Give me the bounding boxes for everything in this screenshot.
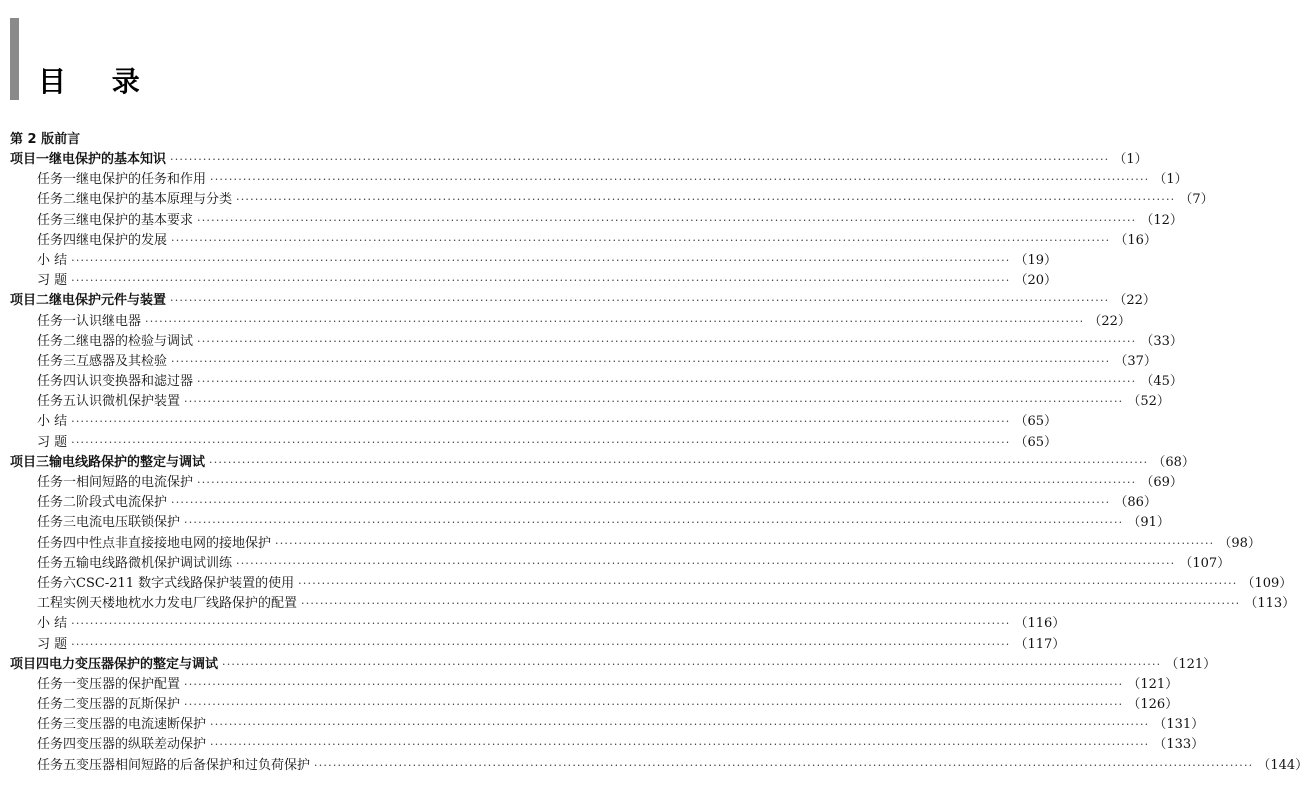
toc-page-number: （91）: [1127, 515, 1170, 531]
toc-page-number: （1）: [1113, 152, 1148, 167]
toc-task-row[interactable]: [10, 312, 1131, 332]
toc-entry-number: 任务三: [37, 353, 77, 369]
toc-entry-title: 互感器及其检验: [76, 353, 168, 369]
toc-page-number: （113）: [1244, 596, 1296, 612]
toc-entry-title: 变压器的保护配置: [76, 676, 181, 692]
toc-entry-number: 项目二: [10, 293, 50, 309]
toc-task-row[interactable]: [10, 715, 1205, 735]
toc-page-number: （116）: [1014, 616, 1066, 632]
toc-leader-dots: ········································································································································································································: [210, 173, 1150, 187]
toc-page-number: （1）: [1153, 172, 1188, 188]
toc-entry-title: 中性点非直接接地电网的接地保护: [76, 535, 272, 551]
toc-task-row[interactable]: [10, 473, 1183, 493]
toc-task-row[interactable]: [10, 554, 1231, 574]
toc-task-row[interactable]: [10, 614, 1066, 634]
toc-task-row[interactable]: [10, 231, 1157, 251]
toc-entry-title: 认识微机保护装置: [76, 394, 181, 410]
toc-task-row[interactable]: [10, 534, 1261, 554]
toc-task-row[interactable]: [10, 412, 1058, 432]
toc-leader-dots: ········································································································································································································: [210, 718, 1150, 732]
toc-leader-dots: ········································································································································································································: [222, 657, 1162, 671]
toc-task-row[interactable]: [10, 574, 1293, 594]
toc-leader-dots: ········································································································································································································: [170, 153, 1110, 166]
toc-entry-title: 继电保护的基本原理与分类: [76, 192, 233, 208]
toc-leader-dots: ········································································································································································································: [171, 496, 1111, 510]
toc-page-number: （68）: [1152, 454, 1195, 470]
toc-task-row[interactable]: [10, 392, 1170, 412]
toc-entry-number: 任务一: [37, 172, 77, 188]
toc-entry-number: 任务五: [37, 757, 77, 773]
toc-leader-dots: ········································································································································································································: [71, 253, 1011, 267]
toc-leader-dots: ········································································································································································································: [236, 556, 1176, 570]
toc-task-row[interactable]: [10, 756, 1308, 776]
toc-entry-number: 任务四: [37, 535, 77, 551]
toc-leader-dots: ········································································································································································································: [171, 354, 1111, 368]
toc-task-row[interactable]: [10, 332, 1183, 352]
toc-page-number: （16）: [1114, 232, 1157, 248]
toc-entry-number: 习 题: [37, 434, 68, 450]
toc-entry-title: 相间短路的电流保护: [76, 475, 194, 490]
toc-task-row[interactable]: [10, 635, 1066, 655]
toc-page-number: （109）: [1241, 575, 1293, 591]
toc-entry-number: 任务二: [37, 495, 77, 511]
toc-page-number: （117）: [1014, 636, 1066, 652]
toc-page-number: （107）: [1179, 555, 1231, 571]
toc-leader-dots: ········································································································································································································: [314, 758, 1254, 772]
toc-page-number: （45）: [1140, 374, 1183, 390]
toc-entry-title: 电流电压联锁保护: [76, 515, 181, 531]
toc-leader-dots: ········································································································································································································: [71, 274, 1011, 288]
toc-page-number: （98）: [1218, 535, 1261, 551]
toc-entry-number: 任务四: [37, 374, 77, 390]
toc-task-row[interactable]: [10, 594, 1296, 614]
toc-entry-number: 习 题: [37, 636, 68, 652]
toc-entry-title: 认识继电器: [76, 313, 142, 329]
toc-page-number: （131）: [1153, 717, 1205, 733]
toc-task-row[interactable]: [10, 433, 1058, 453]
toc-page-number: （33）: [1140, 333, 1183, 349]
toc-task-row[interactable]: [10, 211, 1183, 231]
toc-leader-dots: ········································································································································································································: [209, 455, 1149, 469]
toc-entry-number: 习 题: [37, 273, 68, 289]
toc-entry-title: 变压器相间短路的后备保护和过负荷保护: [76, 757, 311, 773]
toc-task-row[interactable]: [10, 251, 1058, 271]
toc-entry-title: 继电保护的基本知识: [49, 152, 167, 167]
toc-rows: [10, 150, 1308, 776]
decorative-side-bar: [10, 18, 19, 100]
toc-task-row[interactable]: [10, 190, 1214, 210]
toc-entry-title: 输电线路保护的整定与调试: [49, 454, 206, 470]
toc-entry-number: 任务二: [37, 697, 77, 713]
toc-entry-number: 任务四: [37, 232, 77, 248]
toc-page-number: （121）: [1127, 676, 1179, 692]
toc-entry-title: 继电保护的任务和作用: [76, 172, 207, 188]
toc-page-number: （133）: [1153, 737, 1205, 753]
toc-entry-number: 任务三: [37, 212, 77, 228]
toc-entry-title: 阶段式电流保护: [76, 495, 168, 511]
toc-entry-title: 继电器的检验与调试: [76, 333, 194, 349]
toc-entry-number: 任务三: [37, 515, 77, 531]
toc-task-row[interactable]: [10, 352, 1157, 372]
toc-task-row[interactable]: [10, 675, 1179, 695]
toc-page-number: （22）: [1113, 293, 1156, 309]
toc-entry-number: 任务一: [37, 475, 77, 490]
toc-entry-number: 小 结: [37, 414, 68, 430]
toc-entry-title: 电力变压器保护的整定与调试: [49, 656, 219, 672]
toc-leader-dots: ········································································································································································································: [275, 536, 1215, 550]
toc-leader-dots: ········································································································································································································: [210, 738, 1150, 752]
toc-chapter-row[interactable]: [10, 453, 1195, 473]
toc-leader-dots: ········································································································································································································: [298, 576, 1238, 590]
toc-page-number: （37）: [1114, 353, 1157, 369]
toc-page-number: （121）: [1165, 656, 1217, 672]
table-of-contents: [10, 130, 1308, 776]
toc-chapter-row[interactable]: [10, 291, 1156, 311]
toc-page-number: （22）: [1088, 313, 1131, 329]
toc-leader-dots: ········································································································································································································: [184, 698, 1124, 712]
toc-entry-number: 任务六: [37, 575, 77, 591]
toc-entry-title: 天楼地枕水力发电厂线路保护的配置: [89, 596, 298, 612]
toc-entry-title: 继电保护的发展: [76, 232, 168, 248]
toc-leader-dots: ········································································································································································································: [301, 597, 1241, 611]
toc-leader-dots: ········································································································································································································: [197, 213, 1137, 227]
toc-page-number: （86）: [1114, 495, 1157, 511]
toc-leader-dots: ········································································································································································································: [236, 193, 1176, 207]
toc-entry-number: 任务二: [37, 333, 77, 349]
toc-leader-dots: ········································································································································································································: [71, 637, 1011, 651]
toc-leader-dots: ········································································································································································································: [170, 294, 1110, 308]
toc-entry-title: 认识变换器和滤过器: [76, 374, 194, 390]
toc-entry-title: 继电保护的基本要求: [76, 212, 194, 228]
toc-leader-dots: ········································································································································································································: [71, 415, 1011, 429]
toc-leader-dots: ········································································································································································································: [197, 476, 1137, 489]
toc-task-row[interactable]: [10, 271, 1058, 291]
toc-task-row[interactable]: [10, 513, 1170, 533]
toc-entry-title: 变压器的瓦斯保护: [76, 697, 181, 713]
toc-page-number: （7）: [1179, 192, 1214, 208]
toc-leader-dots: ········································································································································································································: [184, 395, 1124, 409]
toc-leader-dots: ········································································································································································································: [145, 314, 1085, 328]
toc-page-number: （52）: [1127, 394, 1170, 410]
toc-page-number: （65）: [1014, 414, 1058, 430]
toc-entry-number: 任务五: [37, 555, 77, 571]
toc-leader-dots: ········································································································································································································: [171, 233, 1111, 247]
toc-leader-dots: ········································································································································································································: [71, 435, 1011, 449]
toc-page-number: （144）: [1257, 757, 1308, 773]
toc-entry-title: 变压器的电流速断保护: [76, 717, 207, 733]
toc-leader-dots: ········································································································································································································: [184, 677, 1124, 691]
toc-task-row[interactable]: [10, 170, 1188, 190]
toc-page-number: （65）: [1014, 434, 1058, 450]
toc-entry-number: 小 结: [37, 252, 68, 268]
toc-entry-title: 变压器的纵联差动保护: [76, 737, 207, 753]
toc-entry-number: 工程实例: [37, 596, 90, 612]
toc-task-row[interactable]: [10, 735, 1205, 755]
toc-entry-number: 任务四: [37, 737, 77, 753]
toc-entry-number: 项目三: [10, 454, 50, 470]
toc-task-row[interactable]: [10, 372, 1183, 392]
toc-chapter-row[interactable]: [10, 655, 1217, 675]
toc-entry-number: 任务一: [37, 313, 77, 329]
page-title: 目 录: [38, 65, 158, 98]
toc-entry-number: 任务一: [37, 676, 77, 692]
toc-entry-number: 项目一: [10, 152, 50, 167]
toc-entry-number: 小 结: [37, 616, 68, 632]
toc-leader-dots: ········································································································································································································: [184, 516, 1124, 530]
toc-page-number: （69）: [1140, 475, 1183, 490]
toc-task-row[interactable]: [10, 695, 1179, 715]
toc-entry-title: CSC-211 数字式线路保护装置的使用: [76, 575, 295, 591]
toc-page-number: （12）: [1140, 212, 1183, 228]
toc-entry-number: 任务五: [37, 394, 77, 410]
toc-entry-title: 继电保护元件与装置: [49, 293, 167, 309]
toc-page-number: （126）: [1127, 697, 1179, 713]
toc-leader-dots: ········································································································································································································: [197, 375, 1137, 389]
toc-preface[interactable]: 第 2 版前言: [10, 132, 81, 147]
toc-entry-title: 输电线路微机保护调试训练: [76, 555, 233, 571]
toc-task-row[interactable]: [10, 493, 1157, 513]
toc-entry-number: 项目四: [10, 656, 50, 672]
toc-leader-dots: ········································································································································································································: [197, 334, 1137, 348]
toc-entry-number: 任务三: [37, 717, 77, 733]
toc-page-number: （19）: [1014, 252, 1058, 268]
toc-leader-dots: ········································································································································································································: [71, 617, 1011, 631]
toc-page-number: （20）: [1014, 273, 1058, 289]
toc-entry-number: 任务二: [37, 192, 77, 208]
toc-chapter-row[interactable]: [10, 150, 1148, 170]
